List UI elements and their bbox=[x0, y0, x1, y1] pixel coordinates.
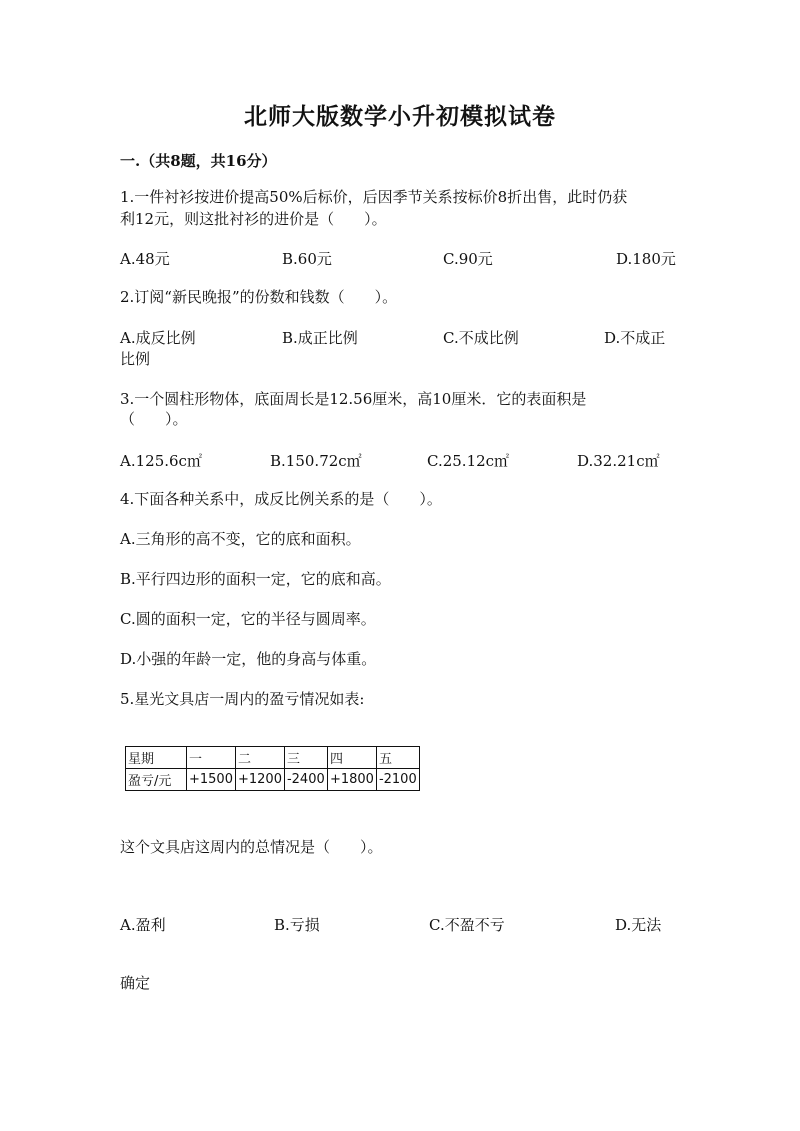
question-1-option-b[interactable]: B.60元 bbox=[282, 250, 332, 268]
question-3-line-2: （ ）。 bbox=[120, 410, 188, 428]
table-cell: +1800 bbox=[327, 769, 376, 791]
question-3-option-c[interactable]: C.25.12c㎡ bbox=[427, 452, 510, 470]
question-3-option-a[interactable]: A.125.6c㎡ bbox=[120, 452, 202, 470]
table-cell: 四 bbox=[327, 747, 376, 769]
question-2-line-1: 2.订阅“新民晚报”的份数和钱数（ ）。 bbox=[120, 288, 398, 306]
question-4-option-c[interactable]: C.圆的面积一定，它的半径与圆周率。 bbox=[120, 610, 376, 628]
question-5-option-wrap: 确定 bbox=[120, 974, 151, 992]
question-1-option-d[interactable]: D.180元 bbox=[616, 250, 676, 268]
table-cell: 一 bbox=[187, 747, 236, 769]
question-4-line-1: 4.下面各种关系中，成反比例关系的是（ ）。 bbox=[120, 490, 442, 508]
table-cell: 二 bbox=[235, 747, 284, 769]
question-2-option-b[interactable]: B.成正比例 bbox=[282, 329, 358, 347]
table-cell: -2100 bbox=[376, 769, 419, 791]
question-3-option-b[interactable]: B.150.72c㎡ bbox=[270, 452, 362, 470]
question-2-option-a[interactable]: A.成反比例 bbox=[120, 329, 196, 347]
table-cell: -2400 bbox=[284, 769, 327, 791]
table-cell: 三 bbox=[284, 747, 327, 769]
question-5-line-1: 5.星光文具店一周内的盈亏情况如表: bbox=[120, 690, 365, 708]
table-cell: 盈亏/元 bbox=[126, 769, 187, 791]
table-cell: +1500 bbox=[187, 769, 236, 791]
table-header-row bbox=[126, 747, 420, 769]
question-5-option-a[interactable]: A.盈利 bbox=[120, 916, 166, 934]
question-4-option-a[interactable]: A.三角形的高不变，它的底和面积。 bbox=[120, 530, 361, 548]
table-cell: 五 bbox=[376, 747, 419, 769]
question-3-option-d[interactable]: D.32.21c㎡ bbox=[577, 452, 660, 470]
question-4-option-b[interactable]: B.平行四边形的面积一定，它的底和高。 bbox=[120, 570, 391, 588]
question-1-option-a[interactable]: A.48元 bbox=[120, 250, 170, 268]
question-2-option-d[interactable]: D.不成正 bbox=[604, 329, 666, 347]
section-heading: 一.（共8题，共16分） bbox=[120, 152, 277, 170]
question-2-option-wrap: 比例 bbox=[120, 350, 151, 368]
question-5-option-d[interactable]: D.无法 bbox=[615, 916, 662, 934]
question-5-option-c[interactable]: C.不盈不亏 bbox=[429, 916, 505, 934]
question-2-option-c[interactable]: C.不成比例 bbox=[443, 329, 519, 347]
question-5-option-b[interactable]: B.亏损 bbox=[274, 916, 320, 934]
question-1-option-c[interactable]: C.90元 bbox=[443, 250, 493, 268]
question-1-line-2: 利12元，则这批衬衫的进价是（ ）。 bbox=[120, 210, 387, 228]
table-cell: 星期 bbox=[126, 747, 187, 769]
question-4-option-d[interactable]: D.小强的年龄一定，他的身高与体重。 bbox=[120, 650, 377, 668]
question-1-line-1: 1.一件衬衫按进价提高50%后标价，后因季节关系按标价8折出售，此时仍获 bbox=[120, 188, 628, 206]
profit-loss-table bbox=[125, 746, 420, 791]
table-cell: +1200 bbox=[235, 769, 284, 791]
page-title: 北师大版数学小升初模拟试卷 bbox=[244, 103, 556, 130]
question-3-line-1: 3.一个圆柱形物体，底面周长是12.56厘米，高10厘米．它的表面积是 bbox=[120, 390, 587, 408]
table-row bbox=[126, 769, 420, 791]
question-5-line-2: 这个文具店这周内的总情况是（ ）。 bbox=[120, 838, 383, 856]
